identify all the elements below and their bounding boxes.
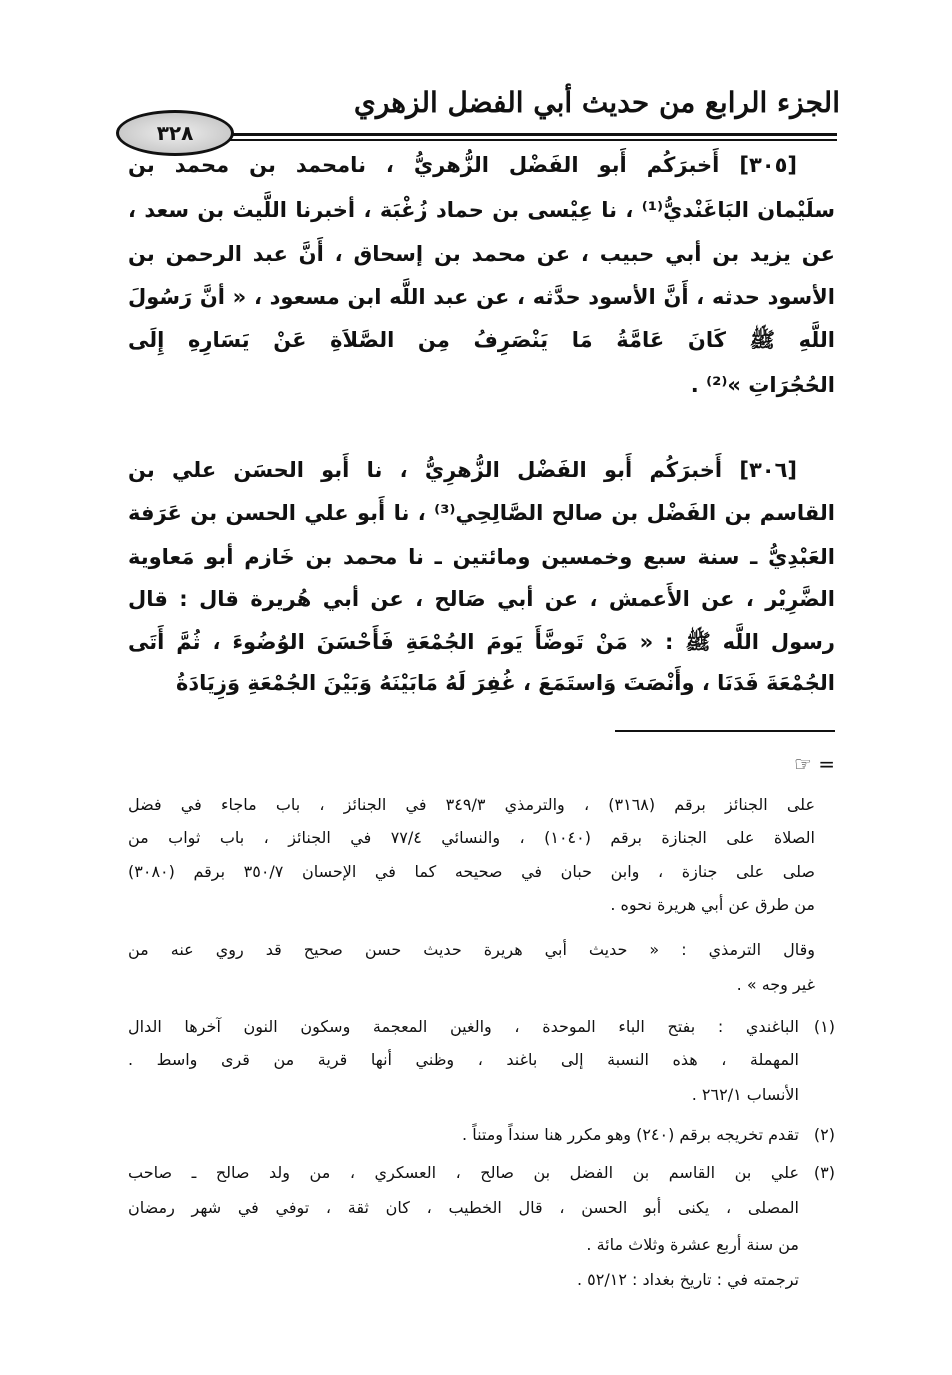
footnote-line: من سنة أربع عشرة وثلاث مائة . [586,1235,799,1254]
footnote-line: ترجمته في : تاريخ بغداد : ٥٢/١٢ . [576,1270,799,1289]
footnote-marker: (٢) [813,1125,835,1144]
footnote-line: المصلى ، يكنى أبو الحسن ، قال الخطيب ، كان ثقة ، توفي في شهر رمضان [128,1198,799,1217]
paragraph-line: عن يزيد بن أبي حبيب ، عن محمد بن إسحاق ، أَنَّ عبد الرحمن بن [128,242,835,266]
paragraph-line: الأسود حدثه ، أَنَّ الأسود حدَّثه ، عن عبد اللَّه ابن مسعود ، « أنَّ رَسُولَ [128,285,835,309]
footnote-line: على الجنائز برقم (٣١٦٨) ، والترمذي ٣٤٩/٣ في الجنائز ، باب ماجاء في فضل [128,795,816,814]
paragraph-line: الضَّرِيْر ، عن الأَعمش ، عن أبي صَالح ، عن أبي هُريرة قال : قال [128,587,835,611]
footnote-line: الباغندي : بفتح الباء الموحدة ، والغين المعجمة وسكون النون آخرها الدال [128,1017,799,1036]
running-header-title: الجزء الرابع من حديث أبي الفضل الزهري [353,86,840,119]
page-number: ٣٢٨ [156,121,194,145]
footnote-marker: (١) [813,1017,835,1036]
paragraph-line: الجُمْعَةَ فَدَنَا ، وأَنْصَتَ وَاستَمَعَ ، غُفِرَ لَهُ مَابَيْنَهُ وَبَيْنَ الجُمْعَةِ وَزِيَادَةُ [175,671,835,695]
paragraph-line: [٣٠٥] أَخبرَكُم أَبو الفَضْل الزُّهريُّ ، نامحمد بن محمد بن [128,153,797,177]
footnote-line: المهملة ، هذه النسبة إلى باغند ، وظني أنها قرية من قرى واسط . [128,1050,799,1069]
paragraph-line: القاسم بن الفَضْل بن صالح الصَّالِحِي⁽³⁾ ، نا أَبو علي الحسن بن عَرَفة [128,501,835,525]
footnote-line: وقال الترمذي : « حديث أبي هريرة حديث حسن صحيح قد روي عنه من [128,940,815,959]
header-rule [225,133,837,136]
footnote-line: علي بن القاسم بن الفضل بن صالح ، العسكري ، من ولد صالح ـ صاحب [128,1163,799,1182]
paragraph-line: اللَّهِ ﷺ كَانَ عَامَّةُ مَا يَنْصَرِفُ مِن الصَّلاَةِ عَنْ يَسَارِهِ إِلَى [128,328,835,352]
paragraph-line: العَبْدِيُّ ـ سنة سبع وخمسين ومائتين ـ نا محمد بن خَازم أبو مَعاوية [128,545,835,569]
footnote-line: غير وجه » . [736,975,815,994]
footnote-line: الصلاة على الجنازة برقم (١٠٤٠) ، والنسائي ٧٧/٤ في الجنائز ، باب ثواب من [128,828,815,847]
footnote-separator [615,730,835,732]
footnote-continuation-marker: = ☞ [793,752,835,776]
paragraph-line: سلَيْمان البَاغَنْديُّ⁽¹⁾ ، نا عِيْسى بن حماد زُغْبَة ، أخبرنا اللَّيث بن سعد ، [128,198,835,222]
paragraph-line: رسول اللَّه ﷺ : « مَنْ تَوضَّأَ يَومَ الجُمْعَةِ فَأَحْسَنَ الوُضُوءَ ، ثُمَّ أَتَى [128,630,835,654]
footnote-line: الأنساب ٢٦٢/١ . [691,1085,799,1104]
header-rule [225,139,837,141]
footnote-line: من طرق عن أبي هريرة نحوه . [610,895,815,914]
footnote-marker: (٣) [813,1163,835,1182]
footnote-line: تقدم تخريجه برقم (٢٤٠) وهو مكرر هنا سنداً ومتناً . [462,1125,799,1144]
paragraph-line: [٣٠٦] أَخبرَكُم أَبو الفَضْل الزُّهرِيُّ ، نا أَبو الحسَن علي بن [128,458,797,482]
footnote-line: صلى على جنازة ، وابن حبان في صحيحه كما في الإحسان ٣٥٠/٧ برقم (٣٠٨٠) [128,862,815,881]
paragraph-line: الحُجُرَاتِ »⁽²⁾ . [690,373,835,397]
